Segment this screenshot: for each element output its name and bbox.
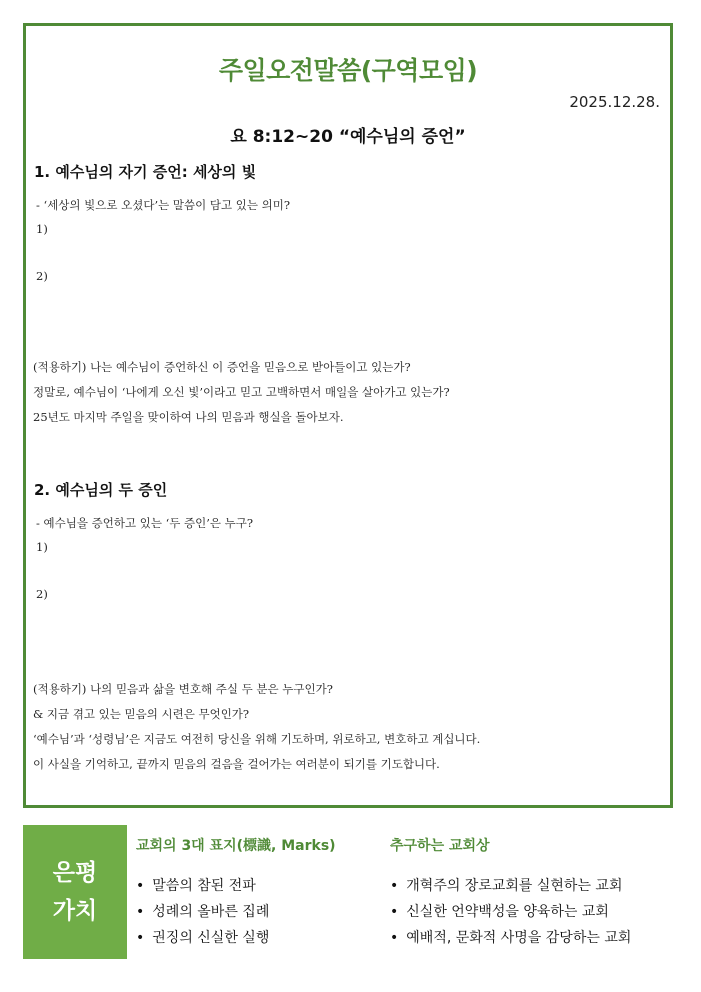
- application-line: ‘예수님’과 ‘성령님’은 지금도 여전히 당신을 위해 기도하며, 위로하고, 변호하고 계십니다.: [33, 732, 481, 746]
- application-line: & 지금 겪고 있는 믿음의 시련은 무엇인가?: [33, 707, 250, 721]
- application-line: 25년도 마지막 주일을 맞이하여 나의 믿음과 행실을 돌아보자.: [33, 410, 344, 424]
- section1-answer-2: 2): [36, 269, 48, 283]
- list-item: • 신실한 언약백성을 양육하는 교회: [390, 899, 631, 925]
- list-item: • 권징의 신실한 실행: [136, 925, 269, 951]
- worksheet-frame: [23, 23, 673, 808]
- scripture-passage: 요 8:12~20 “예수님의 증언”: [230, 127, 466, 147]
- section1-question: - ‘세상의 빛으로 오셨다’는 말씀이 담고 있는 의미?: [36, 198, 291, 212]
- ideals-list: [390, 873, 631, 951]
- ideals-title: 추구하는 교회상: [390, 838, 490, 854]
- list-item: • 개혁주의 장로교회를 실현하는 교회: [390, 873, 631, 899]
- section2-question: - 예수님을 증언하고 있는 ‘두 증인’은 누구?: [36, 516, 254, 530]
- badge-line-2: 가치: [52, 898, 98, 924]
- section2-application: [33, 677, 480, 777]
- section2-heading: 2. 예수님의 두 증인: [34, 481, 168, 499]
- application-line: 정말로, 예수님이 ‘나에게 오신 빛’이라고 믿고 고백하면서 매일을 살아가고 있는가?: [33, 385, 450, 399]
- church-values-badge: [23, 825, 127, 959]
- list-item: • 말씀의 참된 전파: [136, 873, 269, 899]
- list-item: • 성례의 올바른 집례: [136, 899, 269, 925]
- section1-application: [33, 355, 450, 430]
- badge-line-1: 은평: [52, 860, 98, 886]
- application-line: 이 사실을 기억하고, 끝까지 믿음의 걸음을 걸어가는 여러분이 되기를 기도합니다.: [33, 757, 440, 771]
- application-line: (적용하기) 나의 믿음과 삶을 변호해 주실 두 분은 누구인가?: [33, 682, 333, 696]
- section1-answer-1: 1): [36, 222, 48, 236]
- list-item: • 예배적, 문화적 사명을 감당하는 교회: [390, 925, 631, 951]
- section2-answer-1: 1): [36, 540, 48, 554]
- marks-list: [136, 873, 269, 951]
- section1-heading: 1. 예수님의 자기 증언: 세상의 빛: [34, 163, 257, 181]
- marks-title: 교회의 3대 표지(標識, Marks): [136, 838, 336, 854]
- page-title: 주일오전말씀(구역모임): [218, 56, 478, 85]
- section2-answer-2: 2): [36, 587, 48, 601]
- date: 2025.12.28.: [569, 93, 660, 111]
- application-line: (적용하기) 나는 예수님이 증언하신 이 증언을 믿음으로 받아들이고 있는가?: [33, 360, 411, 374]
